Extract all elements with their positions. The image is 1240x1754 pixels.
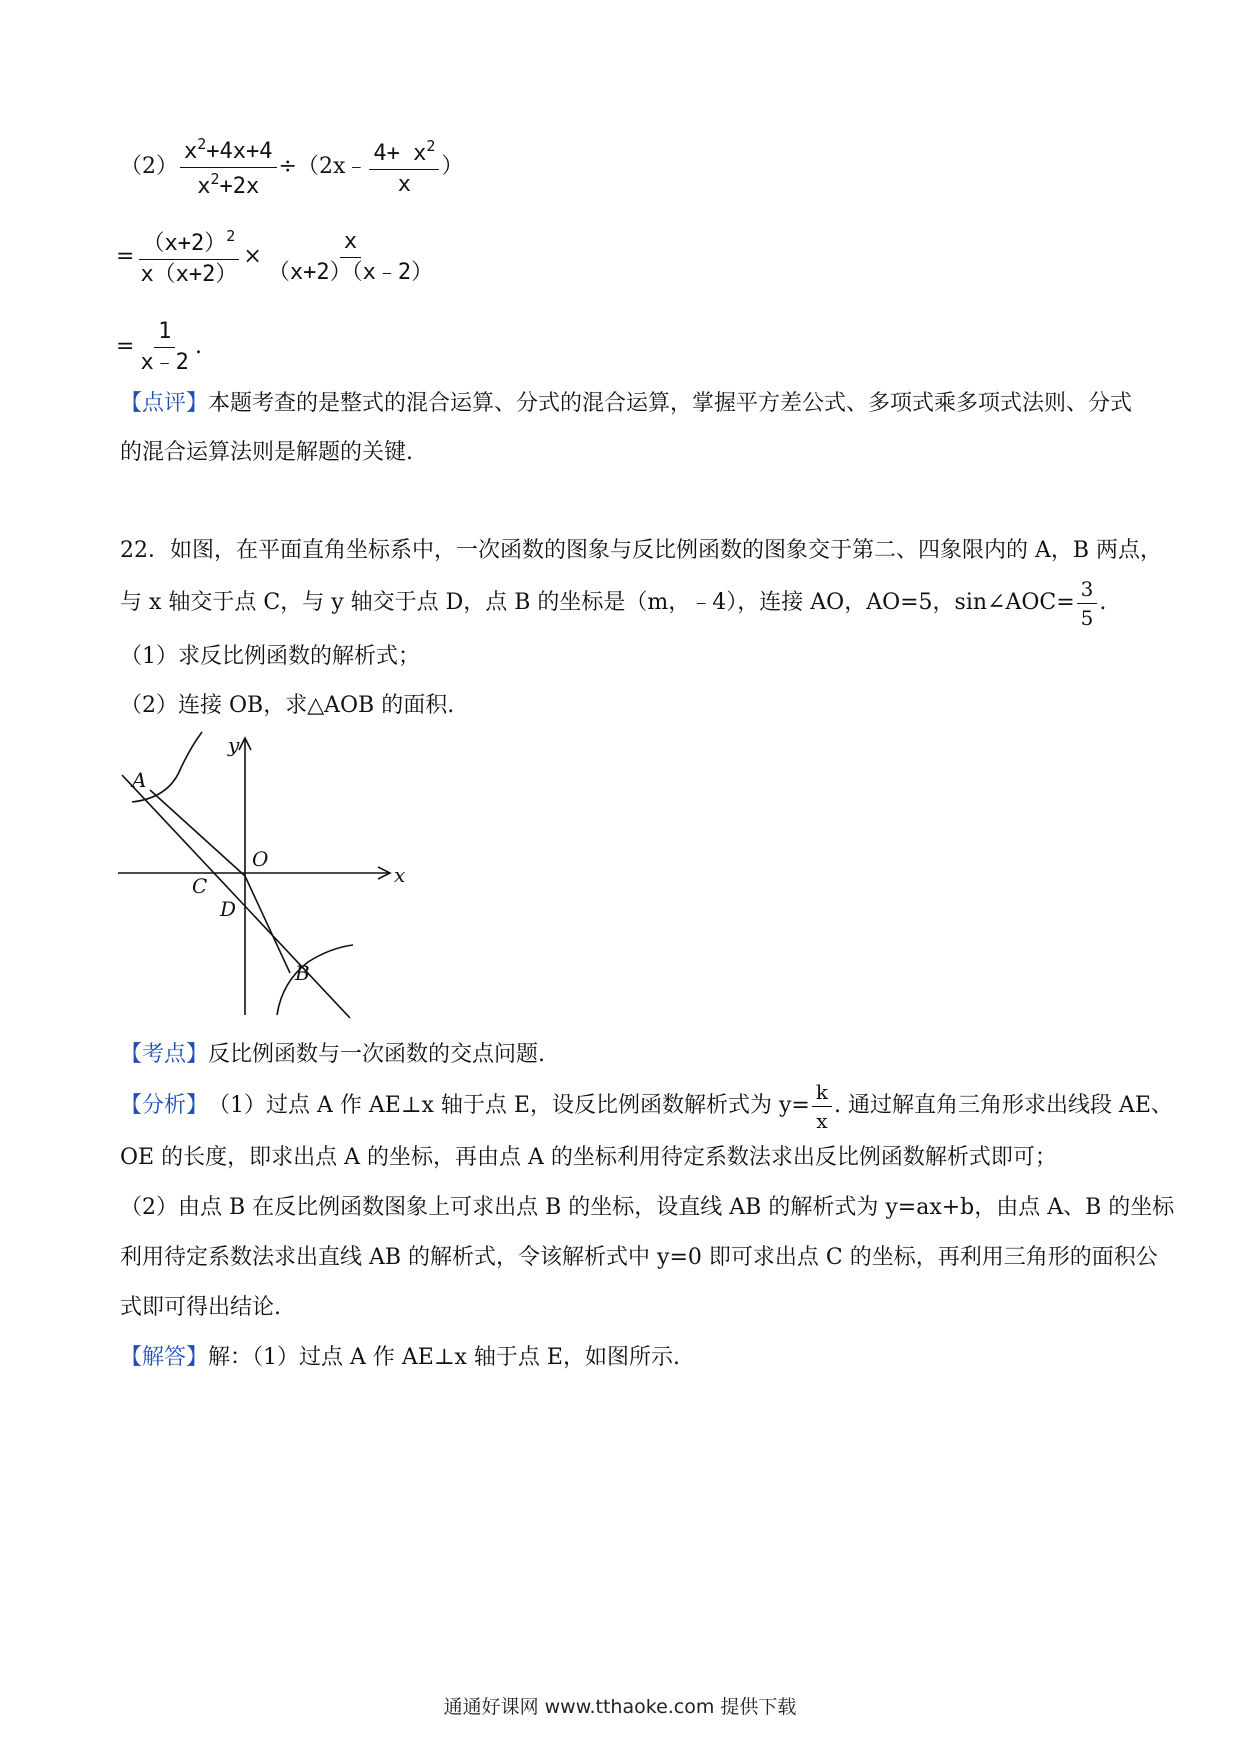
sin-numerator: 3 (1077, 579, 1098, 604)
fraction-2 (369, 136, 439, 197)
fenxi-line-1 (120, 1079, 1173, 1133)
comment-line-2 (120, 438, 413, 468)
question-22-part-2 (120, 691, 454, 721)
label-a: A (132, 768, 147, 792)
fraction-1 (180, 134, 277, 199)
step-2-fraction (136, 318, 193, 375)
comment-text-1: 本题考查的是整式的混合运算、分式的混合运算，掌握平方差公式、多项式乘多项式法则、分式 (208, 391, 1133, 416)
fenxi-tag: 【分析】 (120, 1093, 209, 1118)
question-22-text-1: 22．如图，在平面直角坐标系中，一次函数的图象与反比例函数的图象交于第二、四象限内的 A，B 两点， (120, 538, 1163, 563)
expression-2 (120, 132, 463, 202)
division-open: ÷（2x﹣ (278, 154, 368, 179)
step-2-eq: = (116, 334, 135, 359)
kaodian-tag: 【考点】 (120, 1042, 209, 1067)
label-b: B (295, 961, 310, 985)
expression-prefix: （2） (120, 154, 178, 179)
fraction-2-denominator: x (397, 171, 411, 197)
step-1-fraction-a-denominator: x（x+2） (140, 261, 238, 287)
sin-fraction (1077, 576, 1098, 630)
step-2-end: . (194, 334, 202, 359)
step-1 (116, 222, 439, 292)
fenxi-line-3 (120, 1193, 1174, 1223)
question-22-part-1 (120, 642, 420, 672)
step-1-times: × (243, 244, 262, 269)
comment-line-1 (120, 389, 1132, 419)
question-22-line-2 (120, 576, 1107, 630)
segment-ao (150, 790, 245, 876)
segment-ob (245, 876, 290, 973)
step-2-denominator: x﹣2 (140, 349, 189, 375)
kaodian-text: 反比例函数与一次函数的交点问题. (208, 1042, 546, 1067)
sin-denominator: 5 (1080, 605, 1094, 630)
step-1-fraction-b-denominator: （x+2）（x﹣2） (267, 259, 434, 285)
coordinate-graph (110, 730, 410, 1020)
jieda-text: 解：（1）过点 A 作 AE⊥x 轴于点 E，如图所示. (208, 1345, 680, 1370)
step-2 (116, 312, 202, 382)
step-1-fraction-b (264, 228, 437, 285)
part-2-text: （2）连接 OB，求△AOB 的面积. (120, 693, 455, 718)
step-1-fraction-a-numerator: $(x+2)^2$ (139, 229, 240, 260)
question-22-line-1 (120, 536, 1162, 566)
label-c: C (192, 874, 208, 898)
question-22-end: . (1099, 590, 1107, 615)
fraction-1-numerator: $x^2+4x+4$ (180, 137, 277, 168)
fenxi-text-5: 式即可得出结论. (120, 1295, 281, 1320)
comment-text-2: 的混合运算法则是解题的关键. (120, 440, 413, 465)
fenxi-text-4: 利用待定系数法求出直线 AB 的解析式，令该解析式中 y=0 即可求出点 C 的坐标，再利用三角形的面积公 (120, 1245, 1158, 1270)
label-x: x (394, 863, 406, 887)
page-footer: 通通好课网 www.tthaoke.com 提供下载 (443, 1696, 797, 1718)
kaodian-line (120, 1040, 545, 1070)
comment-tag: 【点评】 (120, 391, 209, 416)
label-y: y (228, 733, 240, 757)
label-d: D (220, 897, 237, 921)
step-1-fraction-a (136, 226, 241, 287)
jieda-tag: 【解答】 (120, 1345, 209, 1370)
step-2-numerator: 1 (154, 321, 175, 348)
x-denominator: x (816, 1108, 828, 1133)
step-1-fraction-b-numerator: x (340, 231, 361, 258)
fenxi-text-1a: （1）过点 A 作 AE⊥x 轴于点 E，设反比例函数解析式为 y= (208, 1093, 810, 1118)
fenxi-text-1b: . 通过解直角三角形求出线段 AE、 (833, 1093, 1173, 1118)
expression-close: ） (441, 154, 464, 179)
fenxi-line-5 (120, 1293, 281, 1323)
k-numerator: k (812, 1082, 832, 1107)
fenxi-line-4 (120, 1243, 1158, 1273)
fenxi-text-3: （2）由点 B 在反比例函数图象上可求出点 B 的坐标，设直线 AB 的解析式为 y=ax+b，由点 A、B 的坐标 (120, 1195, 1175, 1220)
label-o: O (252, 847, 269, 871)
fenxi-text-2: OE 的长度，即求出点 A 的坐标，再由点 A 的坐标利用待定系数法求出反比例函数解析式即可； (120, 1145, 1057, 1170)
fenxi-line-2 (120, 1143, 1057, 1173)
step-1-eq: = (116, 244, 135, 269)
part-1-text: （1）求反比例函数的解析式； (120, 644, 420, 669)
jieda-line (120, 1343, 680, 1373)
question-22-text-2: 与 x 轴交于点 C，与 y 轴交于点 D，点 B 的坐标是（m，﹣4），连接 AO，AO=5，sin∠AOC= (120, 590, 1075, 615)
fraction-1-denominator: $x^2+2x$ (197, 169, 260, 199)
k-over-x-fraction (812, 1079, 832, 1133)
fraction-2-numerator: $4+ x^2$ (369, 139, 439, 170)
